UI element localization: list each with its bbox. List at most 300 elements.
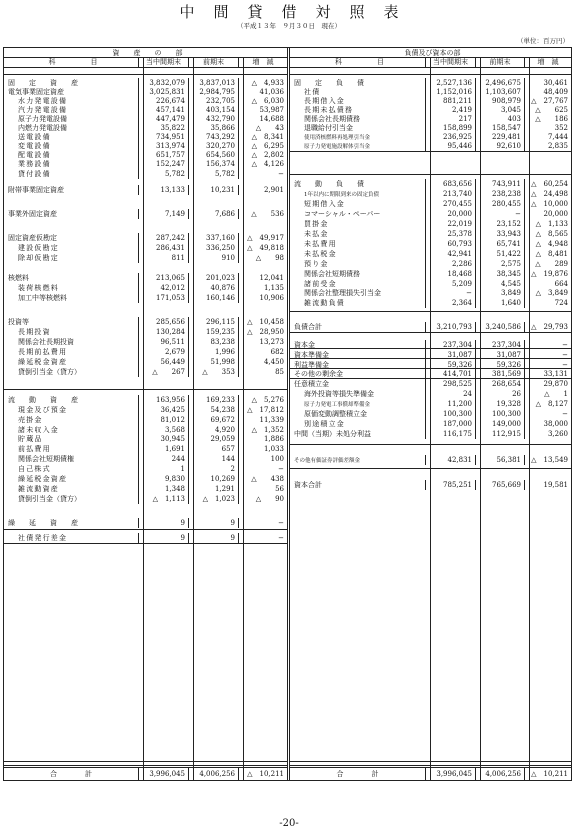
left-table-row	[4, 357, 287, 367]
left-table-row	[4, 159, 287, 169]
account-name: 関係会社長期債務	[290, 114, 426, 124]
change-value: 724	[554, 299, 568, 307]
prior-period-value: 59,326	[476, 360, 525, 370]
change-value: △ 10,000	[531, 200, 568, 208]
current-period-value: 811	[139, 253, 189, 263]
column-rule	[529, 57, 530, 780]
account-name: 関係会社整理損失引当金	[290, 288, 426, 298]
account-name: 関係会社短期債権	[4, 454, 139, 464]
account-name: 長期投資	[4, 327, 139, 337]
current-period-value: 95,446	[426, 141, 476, 151]
prior-period-value: 158,547	[476, 123, 525, 133]
prior-period-value: 1,291	[189, 484, 239, 494]
left-table-row	[4, 317, 287, 327]
prior-period-value: 149,000	[476, 419, 525, 429]
current-period-value: 25,378	[426, 229, 476, 239]
header-rule	[290, 74, 571, 75]
prior-period-value: 65,741	[476, 239, 525, 249]
change-value: −	[278, 170, 284, 178]
current-period-value: 36,425	[139, 405, 189, 415]
prior-period-value: 743,292	[189, 132, 239, 142]
prior-period-value: 29,059	[189, 434, 239, 444]
current-period-value: 35,822	[139, 123, 189, 133]
account-name: 関係会社短期債務	[290, 269, 426, 279]
prior-period-value: 3,849	[476, 288, 525, 298]
prior-period-value: 156,374	[189, 159, 239, 169]
prior-period-value: 3,837,013	[189, 78, 239, 88]
prior-period-value: 743,911	[476, 179, 525, 189]
current-period-value: 244	[139, 454, 189, 464]
account-name: 核燃料	[4, 273, 139, 283]
change-value: △ 28,950	[247, 328, 284, 336]
prior-period-value: 112,915	[476, 429, 525, 439]
current-period-value: 3,832,079	[139, 78, 189, 88]
row-rule	[290, 332, 571, 333]
current-period-value: 152,247	[139, 159, 189, 169]
prior-period-value: 7,686	[189, 209, 239, 219]
account-name: 事業外固定資産	[4, 209, 139, 219]
account-name: 1年以内に期限到来の固定負債	[290, 189, 426, 199]
left-table-row	[4, 367, 287, 377]
as-of-date: （平成１３年 ９月３０日 現在）	[237, 22, 341, 30]
prior-period-value: 83,238	[189, 337, 239, 347]
prior-period-value: 229,481	[476, 132, 525, 142]
column-header: 科 目	[4, 57, 139, 67]
account-name: 長期未払債務	[290, 105, 426, 115]
account-name: 繰延税金資産	[4, 474, 139, 484]
prior-period-value: 336,250	[189, 243, 239, 253]
left-table-row	[4, 293, 287, 303]
left-table-row	[4, 518, 287, 528]
left-table-row	[4, 169, 287, 179]
row-rule	[290, 378, 571, 379]
change-value: 12,041	[259, 274, 284, 282]
change-value: 10,906	[259, 294, 284, 302]
prior-period-value: 3,240,586	[476, 322, 525, 332]
change-value: △ 6,030	[251, 97, 284, 105]
change-value: −	[278, 465, 284, 473]
prior-period-value: 268,654	[476, 379, 525, 389]
change-value: △ 4,126	[251, 160, 284, 168]
account-name: 業務設備	[4, 159, 139, 169]
section-title: 負債及び資本の部	[404, 48, 461, 57]
change-value: 1,886	[263, 435, 284, 443]
current-period-value: 651,757	[139, 150, 189, 160]
column-rule	[243, 57, 244, 780]
current-period-value: 683,656	[426, 179, 476, 189]
change-value: △ 536	[251, 210, 284, 218]
prior-period-value: 654,560	[189, 150, 239, 160]
current-period-value: 30,945	[139, 434, 189, 444]
prior-period-value: 320,270	[189, 141, 239, 151]
current-period-value: 9	[139, 533, 189, 543]
change-value: 38,000	[543, 420, 568, 428]
change-value: −	[562, 341, 568, 349]
change-value: 3,260	[547, 430, 568, 438]
prior-period-value: 2,575	[476, 259, 525, 269]
change-value: △ 8,341	[251, 133, 284, 141]
change-value: 56	[275, 485, 284, 493]
prior-period-value: 19,328	[476, 399, 525, 409]
account-name: 貸倒引当金（貸方）	[4, 367, 139, 377]
change-value: 664	[554, 280, 568, 288]
account-name: 繰 延 資 産	[4, 518, 139, 528]
row-rule	[290, 358, 571, 359]
prior-period-value: 92,610	[476, 141, 525, 151]
current-period-value: 2,364	[426, 298, 476, 308]
prior-period-value: −	[476, 209, 525, 219]
column-rule	[480, 57, 481, 780]
account-name: 附帯事業固定資産	[4, 185, 139, 195]
change-value: 1,033	[263, 445, 284, 453]
current-period-value: 11,200	[426, 399, 476, 409]
prior-period-value: 2,496,675	[476, 78, 525, 88]
account-name: 加工中等核燃料	[4, 293, 139, 303]
prior-period-value: 69,672	[189, 415, 239, 425]
account-name: 長期前払費用	[4, 347, 139, 357]
current-period-value: 3,996,045	[139, 768, 189, 780]
change-value: 7,444	[547, 133, 568, 141]
prior-period-value: 9	[189, 518, 239, 528]
prior-period-value: 432,790	[189, 114, 239, 124]
column-header: 科 目	[290, 57, 426, 67]
account-name: 諸前受金	[290, 279, 426, 289]
change-value: 13,273	[259, 338, 284, 346]
row-rule	[4, 761, 287, 762]
current-period-value: 42,831	[426, 455, 476, 465]
account-name: 流 動 負 債	[290, 179, 426, 189]
current-period-value: 785,251	[426, 480, 476, 490]
current-period-value: 1	[139, 464, 189, 474]
change-value: 29,870	[543, 380, 568, 388]
change-value: −	[562, 410, 568, 418]
current-period-value: 59,326	[426, 360, 476, 370]
account-name: 繰延税金資産	[4, 357, 139, 367]
prior-period-value: 5,782	[189, 169, 239, 179]
row-rule	[290, 761, 571, 762]
account-name: 別途積立金	[290, 419, 426, 429]
change-value: △ 1,352	[251, 426, 284, 434]
prior-period-value: 159,235	[189, 327, 239, 337]
current-period-value: 2,286	[426, 259, 476, 269]
current-period-value: 9,830	[139, 474, 189, 484]
account-name: 関係会社長期投資	[4, 337, 139, 347]
current-period-value: 2,679	[139, 347, 189, 357]
account-name: 利益準備金	[290, 360, 426, 370]
current-period-value: 158,899	[426, 123, 476, 133]
account-name: 原子力発電施設解体引当金	[290, 141, 426, 151]
account-name: 配電設備	[4, 150, 139, 160]
left-table-row	[4, 434, 287, 444]
change-value: △ 13,549	[531, 456, 568, 464]
prior-period-value: 31,087	[476, 350, 525, 360]
account-name: 固 定 資 産	[4, 78, 139, 88]
change-value: △ 6,295	[251, 142, 284, 150]
change-value: △ 289	[535, 260, 568, 268]
current-period-value: 24	[426, 389, 476, 399]
prior-period-value: 54,238	[189, 405, 239, 415]
account-name: その他の剰余金	[290, 369, 426, 379]
prior-period-value: 280,455	[476, 199, 525, 209]
left-table-row	[4, 337, 287, 347]
change-value: △ 60,254	[531, 180, 568, 188]
account-name: 買掛金	[290, 219, 426, 229]
liabilities-half	[290, 48, 571, 780]
change-value: △ 8,127	[535, 400, 568, 408]
current-period-value: 226,674	[139, 96, 189, 106]
change-value: △ 27,767	[531, 97, 568, 105]
account-name: 固定資産仮勘定	[4, 233, 139, 243]
change-value: 41,036	[259, 88, 284, 96]
account-name: 変電設備	[4, 141, 139, 151]
account-name: 中間（当期）未処分利益	[290, 429, 426, 439]
current-period-value: 100,300	[426, 409, 476, 419]
column-rule	[193, 57, 194, 780]
change-value: 352	[554, 124, 568, 132]
account-name: 資本準備金	[290, 350, 426, 360]
prior-period-value: 910	[189, 253, 239, 263]
left-table-row	[4, 253, 287, 263]
column-header: 当中間期末	[426, 57, 476, 67]
current-period-value: 3,568	[139, 425, 189, 435]
column-rule	[430, 57, 431, 780]
header-rule	[4, 74, 287, 75]
current-period-value: 313,974	[139, 141, 189, 151]
account-name: 短期借入金	[290, 199, 426, 209]
current-period-value: 447,479	[139, 114, 189, 124]
prior-period-value: 657	[189, 444, 239, 454]
current-period-value: 9	[139, 518, 189, 528]
current-period-value: 187,000	[426, 419, 476, 429]
column-rule	[143, 57, 144, 780]
current-period-value: 56,449	[139, 357, 189, 367]
current-period-value: 2,419	[426, 105, 476, 115]
current-period-value: 217	[426, 114, 476, 124]
left-table-row	[4, 209, 287, 219]
change-value: △ 8,565	[535, 230, 568, 238]
account-name: 社債	[290, 87, 426, 97]
current-period-value: 116,175	[426, 429, 476, 439]
current-period-value: 163,956	[139, 395, 189, 405]
left-table-row	[4, 185, 287, 195]
account-name: 投資等	[4, 317, 139, 327]
row-rule	[4, 543, 287, 544]
prior-period-value: 23,152	[476, 219, 525, 229]
current-period-value: 2,527,136	[426, 78, 476, 88]
account-name: 負債合計	[290, 322, 426, 332]
account-name: 固 定 負 債	[290, 78, 426, 88]
current-period-value: 22,019	[426, 219, 476, 229]
current-period-value: 285,656	[139, 317, 189, 327]
change-value: △ 2,802	[251, 151, 284, 159]
prior-period-value: 9	[189, 533, 239, 543]
account-name: 送電設備	[4, 132, 139, 142]
left-table-row	[4, 233, 287, 243]
prior-period-value: △ 353	[189, 367, 239, 377]
prior-period-value: 337,160	[189, 233, 239, 243]
account-name: 原子力発電設備	[4, 114, 139, 124]
row-rule	[4, 529, 287, 530]
prior-period-value: △ 1,023	[189, 494, 239, 504]
prior-period-value: 238,238	[476, 189, 525, 199]
change-value: △ 43	[255, 124, 284, 132]
account-name: 自己株式	[4, 464, 139, 474]
account-name: 水力発電設備	[4, 96, 139, 106]
left-table-row	[4, 464, 287, 474]
account-name: 未払税金	[290, 249, 426, 259]
change-value: △ 98	[255, 254, 284, 262]
left-table-row	[4, 327, 287, 337]
account-name: 海外投資等損失準備金	[290, 389, 426, 399]
account-name: 流 動 資 産	[4, 395, 139, 405]
current-period-value: 1,691	[139, 444, 189, 454]
prior-period-value: 296,115	[189, 317, 239, 327]
change-value: 100	[270, 455, 284, 463]
change-value: 2,901	[263, 186, 284, 194]
column-header: 前期末	[476, 57, 525, 67]
current-period-value: 298,525	[426, 379, 476, 389]
change-value: △ 1,133	[535, 220, 568, 228]
prior-period-value: 4,006,256	[189, 768, 239, 780]
current-period-value: 1,152,016	[426, 87, 476, 97]
prior-period-value: 40,876	[189, 283, 239, 293]
prior-period-value: 51,998	[189, 357, 239, 367]
prior-period-value: 35,866	[189, 123, 239, 133]
account-name: 退職給付引当金	[290, 123, 426, 133]
current-period-value: −	[426, 288, 476, 298]
prior-period-value: 160,146	[189, 293, 239, 303]
change-value: △ 438	[251, 475, 284, 483]
account-name: 現金及び預金	[4, 405, 139, 415]
prior-period-value: 1,103,607	[476, 87, 525, 97]
unit-note: （単位：百万円）	[517, 37, 569, 45]
change-value: 682	[270, 348, 284, 356]
row-rule	[290, 151, 571, 152]
column-header: 前期末	[189, 57, 239, 67]
left-table-row	[4, 273, 287, 283]
prior-period-value: 232,705	[189, 96, 239, 106]
change-value: △ 24,498	[531, 190, 568, 198]
current-period-value: △ 1,113	[139, 494, 189, 504]
row-rule	[290, 174, 571, 175]
change-value: △ 49,917	[247, 234, 284, 242]
current-period-value: 7,149	[139, 209, 189, 219]
account-name: 資本合計	[290, 480, 426, 490]
account-name: 貯蔵品	[4, 434, 139, 444]
left-table-row	[4, 243, 287, 253]
prior-period-value: 908,979	[476, 96, 525, 106]
column-header: 増 減	[252, 58, 274, 66]
current-period-value: 270,455	[426, 199, 476, 209]
prior-period-value: 26	[476, 389, 525, 399]
row-rule	[290, 468, 571, 469]
left-table-row	[4, 405, 287, 415]
change-value: △ 3,849	[535, 289, 568, 297]
account-name: 資本金	[290, 340, 426, 350]
current-period-value: 5,782	[139, 169, 189, 179]
change-value: 4,450	[263, 358, 284, 366]
left-table-row	[4, 283, 287, 293]
current-period-value: 237,304	[426, 340, 476, 350]
account-name: その他有価証券評価差額金	[290, 455, 426, 465]
change-value: △ 10,458	[247, 318, 284, 326]
current-period-value: 213,065	[139, 273, 189, 283]
prior-period-value: 38,345	[476, 269, 525, 279]
assets-half	[4, 48, 287, 780]
account-name: 任意積立金	[290, 379, 426, 389]
prior-period-value: 4,006,256	[476, 768, 525, 780]
prior-period-value: 144	[189, 454, 239, 464]
account-name: 合 計	[4, 768, 139, 780]
account-name: 雑流動負債	[290, 298, 426, 308]
left-table-row	[4, 444, 287, 454]
left-table-row	[4, 454, 287, 464]
change-value: −	[278, 519, 284, 527]
change-value: △ 8,481	[535, 250, 568, 258]
left-table-row	[4, 395, 287, 405]
change-value: −	[278, 534, 284, 542]
change-value: 1,135	[263, 284, 284, 292]
current-period-value: 81,012	[139, 415, 189, 425]
change-value: △ 19,876	[531, 270, 568, 278]
account-name: 諸未収入金	[4, 425, 139, 435]
account-name: 原価変動調整積立金	[290, 409, 426, 419]
current-period-value: 13,133	[139, 185, 189, 195]
account-name: 汽力発電設備	[4, 105, 139, 115]
account-name: 建設仮勘定	[4, 243, 139, 253]
change-value: 85	[275, 368, 284, 376]
current-period-value: 213,740	[426, 189, 476, 199]
current-period-value: 42,012	[139, 283, 189, 293]
change-value: △ 10,211	[531, 770, 568, 778]
current-period-value: 3,996,045	[426, 768, 476, 780]
left-table-row	[4, 533, 287, 543]
current-period-value: 287,242	[139, 233, 189, 243]
current-period-value: 96,511	[139, 337, 189, 347]
change-value: △ 90	[255, 495, 284, 503]
prior-period-value: 56,381	[476, 455, 525, 465]
change-value: 30,461	[543, 79, 568, 87]
prior-period-value: 4,920	[189, 425, 239, 435]
prior-period-value: 3,045	[476, 105, 525, 115]
change-value: △ 10,211	[247, 770, 284, 778]
account-name: 社債発行差金	[4, 533, 139, 543]
section-title: 資 産 の 部	[112, 48, 183, 57]
prior-period-value: 33,943	[476, 229, 525, 239]
row-rule	[290, 348, 571, 349]
change-value: △ 49,818	[247, 244, 284, 252]
page-number: -20-	[279, 818, 299, 829]
account-name: 内燃力発電設備	[4, 123, 139, 133]
account-name: 未払費用	[290, 239, 426, 249]
account-name: 雑流動資産	[4, 484, 139, 494]
account-name: 電気事業固定資産	[4, 87, 139, 97]
change-value: 33,131	[543, 370, 568, 378]
prior-period-value: 403	[476, 114, 525, 124]
left-table-row	[4, 347, 287, 357]
row-rule	[290, 368, 571, 369]
current-period-value: 18,468	[426, 269, 476, 279]
prior-period-value: 381,569	[476, 369, 525, 379]
change-value: 11,339	[259, 416, 284, 424]
prior-period-value: 201,023	[189, 273, 239, 283]
prior-period-value: 1,996	[189, 347, 239, 357]
change-value: △ 5,276	[251, 396, 284, 404]
account-name: 前払費用	[4, 444, 139, 454]
current-period-value: 31,087	[426, 350, 476, 360]
prior-period-value: 403,154	[189, 105, 239, 115]
prior-period-value: 10,269	[189, 474, 239, 484]
